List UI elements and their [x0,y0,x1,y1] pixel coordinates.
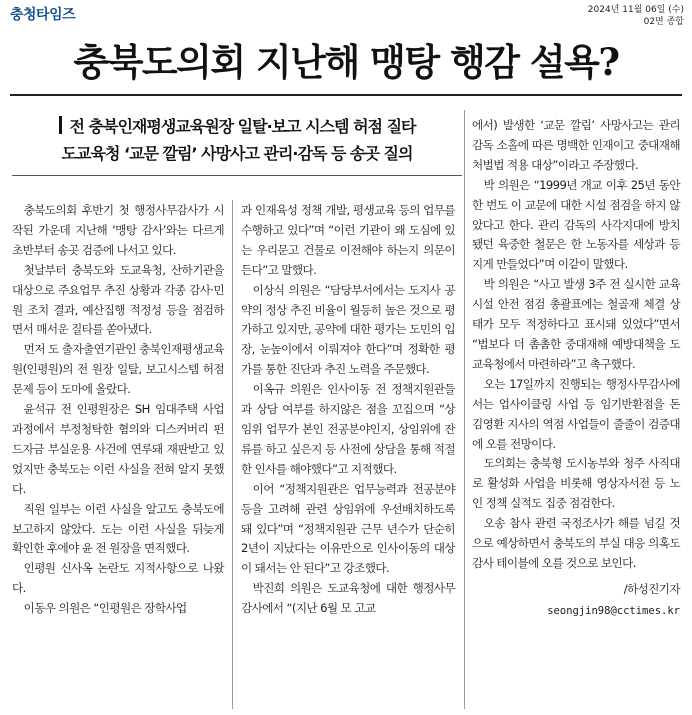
headline-rule [10,94,682,96]
article-column-1 [12,201,224,619]
article-column-3 [472,116,680,622]
paragraph: 도의회는 충북형 도시농부와 청주 사직대로 활성화 사업을 비롯해 영상자서전 등 노인 정책 실적도 집중 점검한다. [472,456,680,511]
subheadline-text-1: 전 충북인재평생교육원장 일탈·보고 시스템 허점 질타 [69,117,416,136]
paragraph: 먼저 도 출자출연기관인 충북인재평생교육원(인평원)의 전 원장 일탈, 보고시스템 허점 문제 등이 도마에 올랐다. [12,342,224,397]
headline: 충북도의회 지난해 맹탕 행감 설욕? [73,40,619,84]
paragraph: 윤석규 전 인평원장은 SH 임대주택 사업 과정에서 부정청탁한 혐의와 디스커버리 펀드자금 부실운용 사건에 연루돼 재판받고 있었지만 충북도는 이런 사실을 전혀 알지 못했다. [12,402,224,496]
paragraph: 오송 참사 관련 국정조사가 해를 넘길 것으로 예상하면서 충북도의 부실 대응 의혹도 감사 테이블에 오를 것으로 보인다. [472,516,680,570]
column-divider [464,110,465,709]
paragraph: 오는 17일까지 진행되는 행정사무감사에서는 업사이클링 사업 등 임기반환점을 돈 김영환 지사의 역점 사업들이 줄줄이 검증대에 오를 전망이다. [472,376,680,451]
paragraph: 직원 일부는 이런 사실을 알고도 충북도에 보고하지 않았다. 도는 이런 사실을 뒤늦게 확인한 후에야 윤 전 원장을 면직했다. [12,501,224,556]
subheadline-1 [12,113,462,140]
paragraph: 박진희 의원은 도교육청에 대한 행정사무감사에서 “(지난 6월 모 고교 [241,581,455,616]
reporter-email: seongjin98@cctimes.kr [547,604,680,617]
paragraph: 에서) 발생한 ‘교문 깔림’ 사망사고는 관리 감독 소홀에 따른 명백한 인재이고 중대재해처벌법 적용 대상”이라고 주장했다. [472,118,680,172]
paragraph: 박 의원은 “1999년 개교 이후 25년 동안 한 번도 이 교문에 대한 시설 점검을 하지 않았다고 한다. 관리 감독의 사각지대에 방치됐던 육중한 철문은 한 노동자를 세상과 등지게 만들었다”며 이같이 말했다. [472,177,680,272]
paragraph: 이옥규 의원은 인사이동 전 정책지원관들과 상담 여부를 하지않은 점을 꼬집으며 “상임위 업무가 본인 전공분야인지, 상임위에 잔류를 하고 싶은지 등 사전에 상담을 통해 적절한 인사를 해야했다”고 지적했다. [241,382,455,476]
paragraph: 박 의원은 “사고 발생 3주 전 실시한 교육시설 안전 점검 총괄표에는 철골재 체결 상태가 모두 적정하다고 표시돼 있었다”면서 “법보다 더 촘촘한 중대재해 예방대책을 도교육청에서 마련하라”고 촉구했다. [472,277,680,371]
paragraph: 이어 “정책지원관은 업무능력과 전공분야 등을 고려해 관련 상임위에 우선배치하도록 돼 있다”며 “정책지원관 근무 년수가 단순히 2년이 지났다는 이유만으로 인사이동의 대상이 돼서는 안 된다”고 강조했다. [241,481,455,576]
paragraph: 인평원 신사옥 논란도 지적사항으로 나왔다. [12,561,224,596]
issue-date: 2024년 11월 06일 (수) [587,5,684,15]
paragraph: 이상식 의원은 “담당부서에서는 도지사 공약의 정상 추진 비율이 월등히 높은 것으로 평가하고 있지만, 공약에 대한 평가는 도민의 입장, 눈높이에서 이뤄져야 한다”며 정확한 평가를 통한 진단과 추진 노력을 주문했다. [241,282,455,377]
page-section: 02면 종합 [643,17,684,27]
subheadline-block [12,113,462,176]
paragraph: 충북도의회 후반기 첫 행정사무감사가 시작된 가운데 지난해 ‘맹탕 감사’와는 다르게 초반부터 송곳 검증에 나서고 있다. [12,203,224,257]
subheadline-text-2: 도교육청 ‘교문 깔림’ 사망사고 관리·감독 등 송곳 질의 [61,144,413,163]
dateline [588,4,684,28]
byline: /하성진기자 [623,581,680,596]
newspaper-logo: 충청타임즈 [10,7,76,23]
paragraph: 첫날부터 충북도와 도교육청, 산하기관을 대상으로 주요업무 추진 상황과 각종 감사·민원 조치 결과, 예산집행 적정성 등을 점검하면서 매서운 질타를 쏟아냈다. [12,262,224,337]
subhead-bar [59,116,62,134]
paragraph: 이동우 의원은 “인평원은 장학사업 [23,601,187,616]
article-column-2 [241,201,455,619]
subheadline-2 [12,140,462,167]
column-divider [232,200,233,709]
paragraph: 과 인재육성 정책 개발, 평생교육 등의 업무를 수행하고 있다”며 “이런 기관이 왜 도심에 있는 우리문고 건물로 이전해야 하는지 의문이 든다”고 말했다. [241,203,455,277]
masthead [8,4,684,26]
